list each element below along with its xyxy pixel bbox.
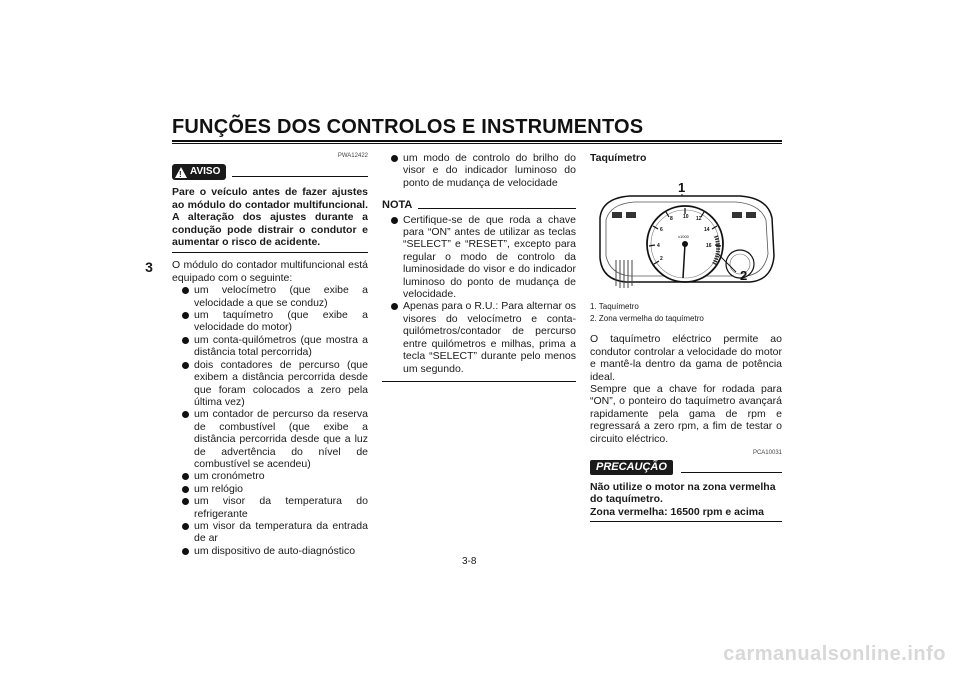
- warning-rule: [232, 176, 368, 177]
- page-title: FUNÇÕES DOS CONTROLOS E INSTRUMENTOS: [172, 116, 644, 138]
- warning-text: Pare o veículo antes de fazer ajustes ao módulo do contador multifuncional. A alteração dos ajustes durante a condução pode distrair o condutor e aumentar o risco de acidente.: [172, 186, 368, 249]
- feature-list: [182, 284, 368, 557]
- page-number: 3-8: [462, 556, 477, 567]
- svg-text:8: 8: [670, 216, 673, 223]
- callout-2-glyph: 2: [740, 268, 748, 284]
- list-item: Certifique-se de que roda a chave para “ON” antes de utilizar as teclas “SELECT” e “RESET”, excepto para regular o modo de controlo da luminosidade do visor e do indicador luminoso do ponto de mudança de velocidade.: [391, 214, 576, 301]
- svg-text:12: 12: [696, 216, 702, 223]
- list-item: um dispositivo de auto-diagnóstico: [182, 545, 368, 557]
- intro-text: O módulo do contador multifuncional está equipado com o seguinte:: [172, 259, 368, 284]
- callout-1-glyph: 1: [678, 180, 686, 196]
- warning-icon: !: [175, 167, 187, 178]
- warning-badge: [172, 164, 226, 180]
- section-heading: Taquímetro: [590, 152, 647, 164]
- tachometer-figure: [590, 168, 782, 293]
- caution-badge: PRECAUÇÃO: [590, 460, 673, 474]
- column-1: [172, 150, 368, 557]
- warning-end-rule: [172, 252, 368, 253]
- warning-label: AVISO: [190, 166, 221, 178]
- list-item: um conta-quilómetros (que mostra a distância total percorrida): [182, 334, 368, 359]
- svg-text:x1000: x1000: [678, 234, 689, 240]
- caution-rule: [681, 472, 782, 473]
- paragraph-1: O taquímetro eléctrico permite ao condutor controlar a velocidade do motor e mantê-la dentro da gama de potência ideal.: [590, 333, 782, 383]
- list-item: um relógio: [182, 483, 368, 495]
- caption-2: 2. Zona vermelha do taquímetro: [590, 314, 704, 324]
- list-item: dois contadores de percurso (que exibem a distância percorrida desde que foram colocados a zero pela última vez): [182, 359, 368, 409]
- caution-code: PCA10031: [752, 450, 782, 457]
- list-item: um visor da temperatura da entrada de ar: [182, 520, 368, 545]
- nota-list: [391, 214, 576, 375]
- title-rule: [172, 140, 782, 142]
- figure-captions: [590, 301, 782, 325]
- svg-text:2: 2: [660, 256, 663, 263]
- title-rule-thin: [172, 143, 782, 144]
- paragraph-2: Sempre que a chave for rodada para “ON”, o ponteiro do taquímetro avançará rapidamente pela gama de rpm e regressará a zero rpm, a fim de testar o circuito eléctrico.: [590, 383, 782, 445]
- list-item: um velocímetro (que exibe a velocidade a que se conduz): [182, 284, 368, 309]
- svg-text:6: 6: [660, 227, 663, 234]
- column-3: [590, 152, 782, 522]
- warning-code: PWA12422: [337, 153, 368, 159]
- list-item: um contador de percurso da reserva de combustível (que exibe a distância percorrida desde que a luz de advertência do nível de combustível se acendeu): [182, 408, 368, 470]
- watermark: carmanualsonline.info: [723, 643, 946, 665]
- column-2: [382, 152, 576, 382]
- list-item: Apenas para o R.U.: Para alternar os visores do velocímetro e conta-quilómetros/contador de percurso entre quilómetros e milhas, prima a tecla “SELECT” durante pelo menos um segundo.: [391, 300, 576, 374]
- svg-text:14: 14: [704, 227, 710, 234]
- feature-list-cont: [391, 152, 576, 189]
- list-item: um taquímetro (que exibe a velocidade do motor): [182, 309, 368, 334]
- list-item: um visor da temperatura do refrigerante: [182, 495, 368, 520]
- svg-text:16: 16: [706, 243, 712, 250]
- svg-text:10: 10: [683, 214, 689, 221]
- caution-text: Não utilize o motor na zona vermelha do taquímetro.: [590, 480, 776, 506]
- redzone-text: Zona vermelha: 16500 rpm e acima: [590, 505, 764, 518]
- chapter-tab: 3: [145, 259, 153, 275]
- svg-text:4: 4: [657, 243, 660, 250]
- list-item: um modo de controlo do brilho do visor e do indicador luminoso do ponto de mudança de velocidade: [391, 152, 576, 189]
- tachometer-illustration: [590, 168, 782, 293]
- nota-rule: [418, 208, 576, 209]
- nota-label: NOTA: [382, 199, 413, 212]
- caution-end-rule: [590, 521, 782, 522]
- nota-end-rule: [382, 381, 576, 382]
- caption-1: 1. Taquímetro: [590, 302, 639, 312]
- list-item: um cronómetro: [182, 470, 368, 482]
